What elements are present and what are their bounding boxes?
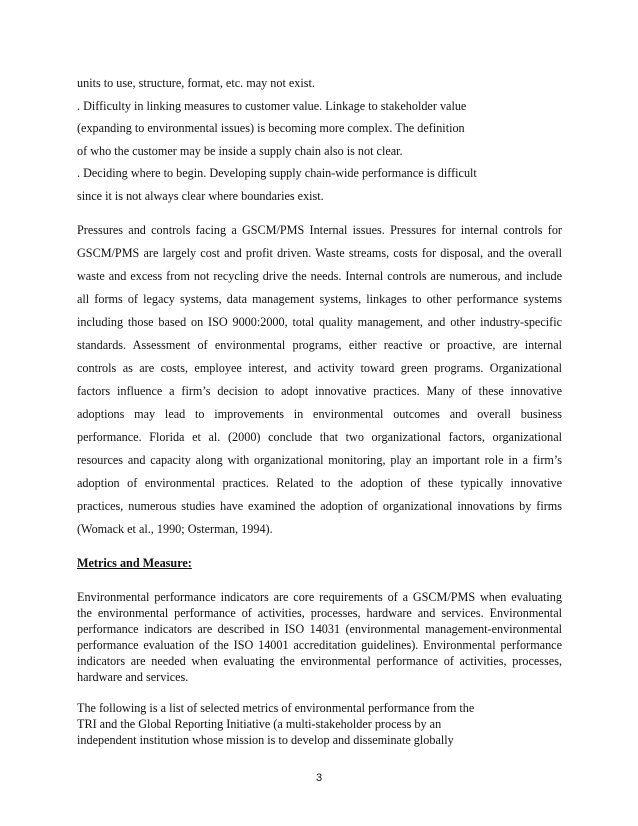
- intro-line: of who the customer may be inside a supply chain also is not clear.: [77, 144, 403, 158]
- paragraph-line: resources and capacity along with organizational monitoring, play an important role in a firm’s: [77, 453, 562, 467]
- paragraph-line: performance. Florida et al. (2000) conclude that two organizational factors, organizational: [77, 430, 562, 444]
- paragraph-line: including those based on ISO 9000:2000, total quality management, and other industry-specific: [77, 315, 562, 329]
- paragraph-line: adoption of environmental practices. Related to the adoption of these typically innovative: [77, 476, 562, 490]
- paragraph-line: Environmental performance indicators are core requirements of a GSCM/PMS when evaluating: [77, 590, 562, 604]
- intro-line: . Deciding where to begin. Developing supply chain-wide performance is difficult: [77, 166, 477, 180]
- paragraph-line: controls as are costs, employee interest, and activity toward green programs. Organizational: [77, 361, 562, 375]
- intro-line: since it is not always clear where boundaries exist.: [77, 189, 324, 203]
- paragraph-line: performance indicators are described in ISO 14031 (environmental management-environmental: [77, 622, 562, 636]
- paragraph-line: (Womack et al., 1990; Osterman, 1994).: [77, 522, 273, 536]
- paragraph-line: all forms of legacy systems, data management systems, linkages to other performance systems: [77, 292, 562, 306]
- paragraph-line: indicators are needed when evaluating the environmental performance of activities, processes,: [77, 654, 562, 668]
- paragraph-line: Pressures and controls facing a GSCM/PMS Internal issues. Pressures for internal controls for: [77, 223, 562, 237]
- paragraph-line: GSCM/PMS are largely cost and profit driven. Waste streams, costs for disposal, and the overall: [77, 246, 562, 260]
- page-number: 3: [315, 772, 323, 784]
- intro-line: (expanding to environmental issues) is becoming more complex. The definition: [77, 121, 465, 135]
- paragraph-line: standards. Assessment of environmental programs, either reactive or proactive, are internal: [77, 338, 562, 352]
- paragraph-line: hardware and services.: [77, 670, 189, 684]
- paragraph-line: practices, numerous studies have examined the adoption of organizational innovations by firms: [77, 499, 562, 513]
- paragraph-line: The following is a list of selected metrics of environmental performance from the: [77, 701, 475, 715]
- paragraph-line: waste and excess from not recycling drive the needs. Internal controls are numerous, and include: [77, 269, 562, 283]
- paragraph-line: TRI and the Global Reporting Initiative (a multi-stakeholder process by an: [77, 717, 442, 731]
- paragraph-line: performance evaluation of the ISO 14001 accreditation guidelines). Environmental performance: [77, 638, 562, 652]
- intro-line: units to use, structure, format, etc. may not exist.: [77, 76, 315, 90]
- paragraph-line: independent institution whose mission is to develop and disseminate globally: [77, 733, 454, 747]
- paragraph-line: the environmental performance of activities, processes, hardware and services. Environmental: [77, 606, 562, 620]
- section-heading: Metrics and Measure:: [77, 556, 192, 570]
- intro-line: . Difficulty in linking measures to customer value. Linkage to stakeholder value: [77, 99, 467, 113]
- paragraph-line: factors influence a firm’s decision to adopt innovative practices. Many of these innovative: [77, 384, 562, 398]
- paragraph-line: adoptions may lead to improvements in environmental outcomes and overall business: [77, 407, 562, 421]
